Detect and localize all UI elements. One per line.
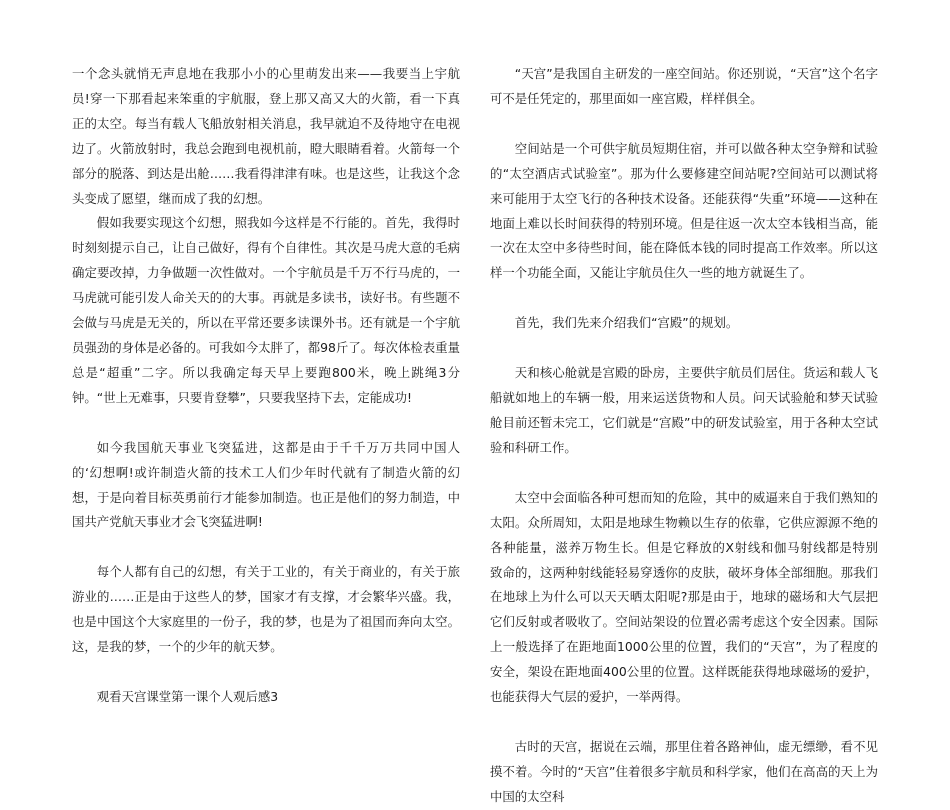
right-paragraph-1: “天宫”是我国自主研发的一座空间站。你还别说，“天宫”这个名字可不是任凭定的，那里面如一座宫殿，样样俱全。 — [490, 66, 878, 106]
paragraph-gap — [490, 286, 878, 311]
paragraph-gap — [490, 710, 878, 735]
paragraph-gap — [72, 535, 460, 560]
right-paragraph-3: 首先，我们先来介绍我们“宫殿”的规划。 — [514, 315, 739, 331]
right-paragraph-2: 空间站是一个可供宇航员短期住宿，并可以做各种太空争辩和试验的“太空酒店式试验室”。那为什么要修建空间站呢?空间站可以测试将来可能用于太空飞行的各种技术设备。还能获得“失重”环境——这种在地面上难以长时间获得的特别环境。但是往返一次太空本钱相当高，能一次在太空中多待些时间，能在降低本钱的同时提高工作效率。所以这样一个功能全面，又能让宇航员住久一些的地方就诞生了。 — [490, 140, 878, 281]
left-paragraph-1: 一个念头就悄无声息地在我那小小的心里萌发出来——我要当上宇航员!穿一下那看起来笨重的宇航服，登上那又高又大的火箭，看一下真正的太空。每当有载人飞船放射相关消息，我早就迫不及待地守在电视边了。火箭放射时，我总会跑到电视机前，瞪大眼睛看着。火箭每一个部分的脱落、到达是出舱……我看得津津有味。也是这些，让我这个念头变成了愿望，继而成了我的幻想。 — [72, 66, 460, 206]
right-paragraph-5: 太空中会面临各种可想而知的危险，其中的威逼来自于我们熟知的太阳。众所周知，太阳是地球生物赖以生存的依靠，它供应源源不绝的各种能量，滋养万物生长。但是它释放的X射线和伽马射线都是特别 致命的，这两种射线能轻易穿透你的皮肤，破坏身体全部细胞。那我们在地球上为什么可以天天晒太阳呢?那是由于，地球的磁场和大气层把它们反射或者吸收了。空间站架设的位置必需考虑这个安全因素。国际上一般选择了在距地面1000公里的位置，我们的“天宫”，为了程度的安全，架设在距地面400公里的位置。这样既能获得地球磁场的爱护，也能获得大气层的爱护，一举两得。 — [490, 489, 903, 705]
paragraph-gap — [72, 411, 460, 436]
paragraph-gap — [490, 112, 878, 137]
right-paragraph-4: 天和核心舱就是宫殿的卧房，主要供宇航员们居住。货运和载人飞船就如地上的车辆一般，用来运送货物和人员。问天试验舱和梦天试验舱目前还暂未完工，它们就是“宫殿”中的研发试验室，用于各种太空试验和科研工作。 — [490, 365, 878, 455]
left-paragraph-3: 如今我国航天事业飞突猛进，这都是由于千千万万共同中国人的‘幻想啊!或许制造火箭的技术工人们少年时代就有了制造火箭的幻想，于是向着目标英勇前行才能参加制造。也正是他们的努力制造，中国共产党航天事业才会飞突猛进啊! — [72, 439, 460, 530]
right-column — [490, 62, 903, 810]
paragraph-gap — [490, 461, 878, 486]
right-paragraph-6: 古时的天宫，据说在云端，那里住着各路神仙，虚无缥缈，看不见摸不着。今时的“天宫”住着很多宇航员和科学家，他们在高高的天上为中国的太空科 — [490, 738, 878, 804]
left-column — [72, 62, 460, 710]
section-heading: 观看天宫课堂第一课个人观后感3 — [96, 688, 279, 704]
left-paragraph-2: 假如我要实现这个幻想，照我如今这样是不行能的。首先，我得时时刻刻提示自己，让自己做好，得有个自律性。其次是马虎大意的毛病确定要改掉，力争做题一次性做对。一个宇航员是千万不行马虎的，一马虎就可能引发人命关天的的大事。再就是多读书，读好书。有些题不会做与马虎是无关的，所以在平常还要多读课外书。还有就是一个宇航员强劲的身体是必备的。可我如今太胖了，都98斤了。每次体检表重量总是“超重”二字。所以我确定每天早上要跑800米，晚上跳绳3分钟。“世上无难事，只要肯登攀”，只要我坚持下去，定能成功! — [72, 215, 460, 405]
left-paragraph-4: 每个人都有自己的幻想，有关于工业的，有关于商业的，有关于旅游业的……正是由于这些人的梦，国家才有支撑，才会繁华兴盛。我，也是中国这个大家庭里的一份子，我的梦，也是为了祖国而奔向太空。这，是我的梦，一个的少年的航天梦。 — [72, 564, 460, 655]
paragraph-gap — [72, 660, 460, 685]
paragraph-gap — [490, 336, 878, 361]
